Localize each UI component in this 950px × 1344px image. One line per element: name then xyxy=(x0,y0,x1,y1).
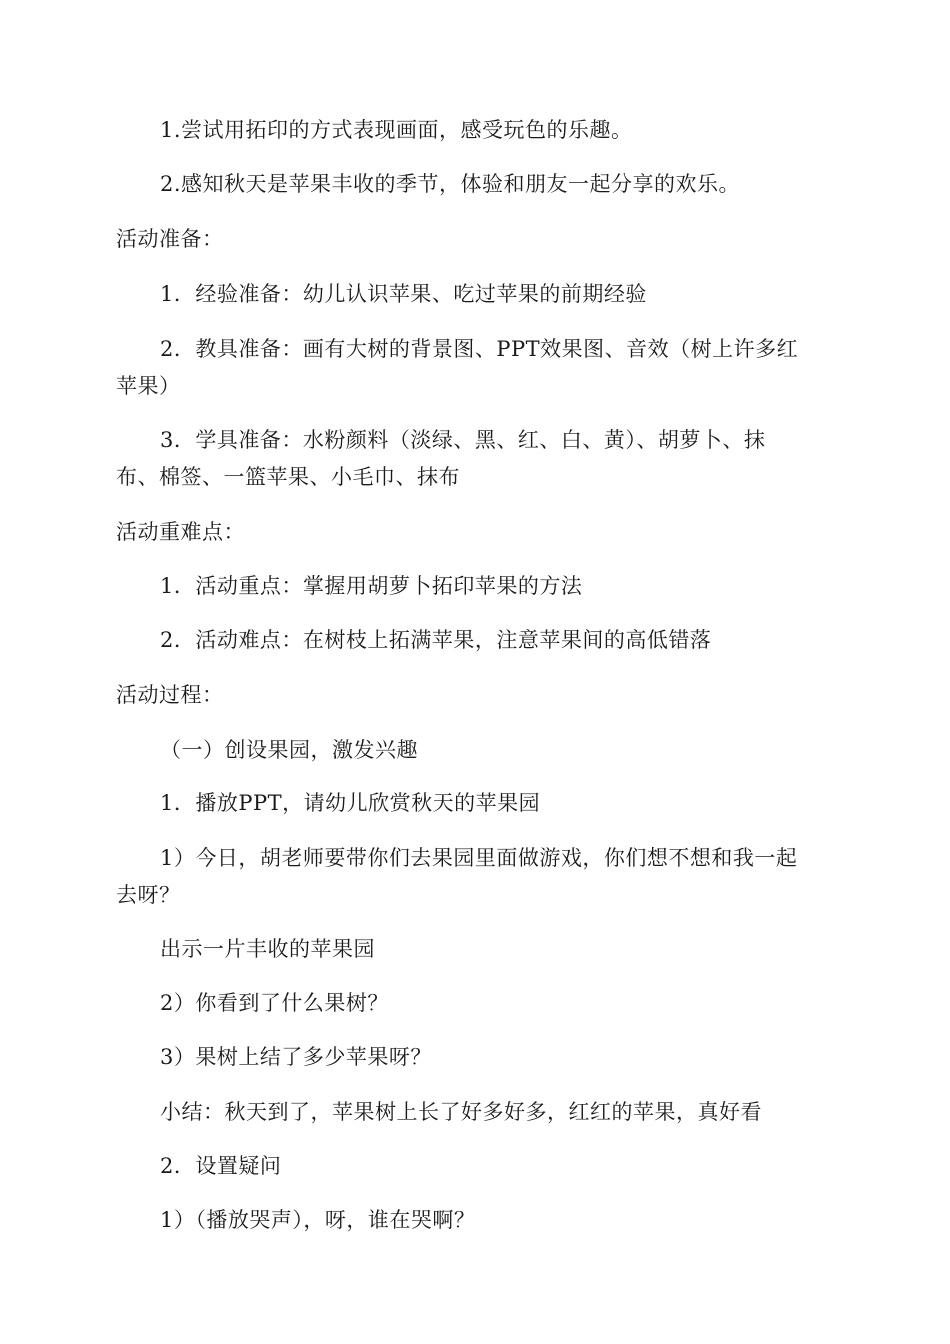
prep-heading: 活动准备： xyxy=(116,227,224,251)
process-line-5: 3）果树上结了多少苹果呀？ xyxy=(160,1045,432,1069)
prep-item-1: 1．经验准备：幼儿认识苹果、吃过苹果的前期经验 xyxy=(160,282,647,306)
keypoint-1: 1．活动重点：掌握用胡萝卜拓印苹果的方法 xyxy=(160,574,583,598)
prep-item-3: 3．学具准备：水粉颜料（淡绿、黑、红、白、黄）、胡萝卜、抹 xyxy=(160,428,766,452)
goal-2: 2.感知秋天是苹果丰收的季节，体验和朋友一起分享的欢乐。 xyxy=(160,172,741,196)
process-line-7: 1）（播放哭声），呀，谁在哭啊？ xyxy=(160,1208,476,1232)
process-line-2: 1）今日，胡老师要带你们去果园里面做游戏，你们想不想和我一起 xyxy=(160,846,798,870)
process-heading: 活动过程： xyxy=(116,683,224,707)
prep-item-2-cont: 苹果） xyxy=(116,374,181,398)
prep-item-2: 2．教具准备：画有大树的背景图、PPT效果图、音效（树上许多红 xyxy=(160,337,799,361)
keypoint-2: 2．活动难点：在树枝上拓满苹果，注意苹果间的高低错落 xyxy=(160,628,712,652)
prep-item-3-cont: 布、棉签、一篮苹果、小毛巾、抹布 xyxy=(116,465,460,489)
process-line-2-cont: 去呀？ xyxy=(116,883,181,907)
process-line-1: 1．播放PPT，请幼儿欣赏秋天的苹果园 xyxy=(160,791,541,815)
process-line-4: 2）你看到了什么果树？ xyxy=(160,991,389,1015)
process-line-6: 2．设置疑问 xyxy=(160,1154,282,1178)
keypoints-heading: 活动重难点： xyxy=(116,520,245,544)
process-line-3: 出示一片丰收的苹果园 xyxy=(160,937,375,961)
process-summary: 小结：秋天到了，苹果树上长了好多好多，红红的苹果，真好看 xyxy=(160,1100,762,1124)
process-section-1: （一）创设果园，激发兴趣 xyxy=(160,738,418,762)
goal-1: 1.尝试用拓印的方式表现画面，感受玩色的乐趣。 xyxy=(160,118,633,142)
